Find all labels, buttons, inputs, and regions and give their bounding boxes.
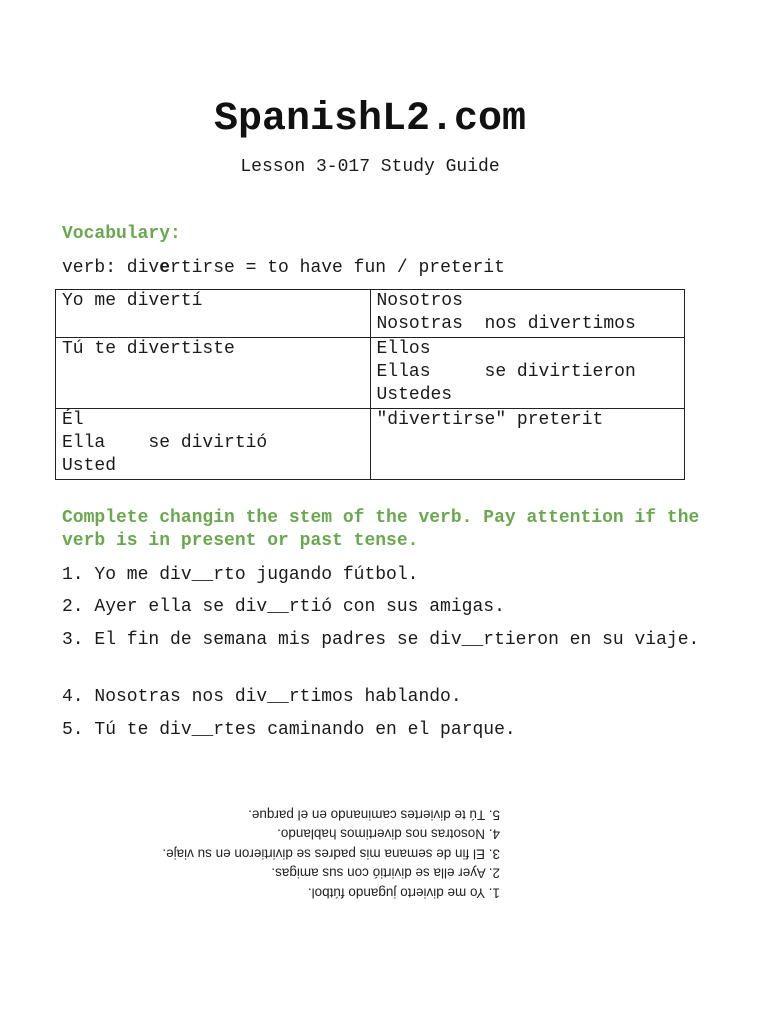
exercise-item: 4. Nosotras nos div__rtimos hablando. [62,687,462,707]
answer-item: 2. Ayer ella se divirtió con sus amigas. [271,866,500,881]
answer-item: 1. Yo me divierto jugando fútbol. [307,885,500,901]
conjugation-table [55,289,685,480]
table-cell: Ellos Ellas se divirtieron Ustedes [370,338,685,409]
verb-stem-vowel: e [159,258,171,278]
lesson-title: Lesson 3-017 Study Guide [240,157,500,177]
table-cell: Yo me divertí [56,290,371,338]
exercise-item: 2. Ayer ella se div__rtió con sus amigas. [62,597,505,617]
table-cell: Nosotros Nosotras nos divertimos [370,290,685,338]
exercise-item: 5. Tú te div__rtes caminando en el parque. [62,720,516,740]
table-row [56,409,685,480]
table-row [56,338,685,409]
exercise-item: 1. Yo me div__rto jugando fútbol. [62,565,419,585]
verb-definition [62,256,505,280]
vocabulary-heading: Vocabulary: [62,224,181,244]
answer-item: 5. Tú te diviertes caminando en el parque. [248,807,500,823]
table-row [56,290,685,338]
upside-down-answer-key [70,805,500,903]
answer-item: 4. Nosotras nos divertimos hablando. [277,827,500,842]
site-title: SpanishL2.com [213,97,527,142]
table-cell: "divertirse" preterit [370,409,685,480]
answer-item: 3. El fin de semana mis padres se divirtieron en su viaje. [162,846,500,862]
verb-prefix: verb: div [62,258,160,278]
table-cell: Tú te divertiste [56,338,371,409]
exercise-instructions: Complete changin the stem of the verb. Pay attention if the verb is in present or past tense. [62,508,700,551]
table-cell: Él Ella se divirtió Usted [56,409,371,480]
exercise-item: 3. El fin de semana mis padres se div__rtieron en su viaje. [62,630,700,650]
verb-suffix: rtirse = to have fun / preterit [170,258,505,278]
